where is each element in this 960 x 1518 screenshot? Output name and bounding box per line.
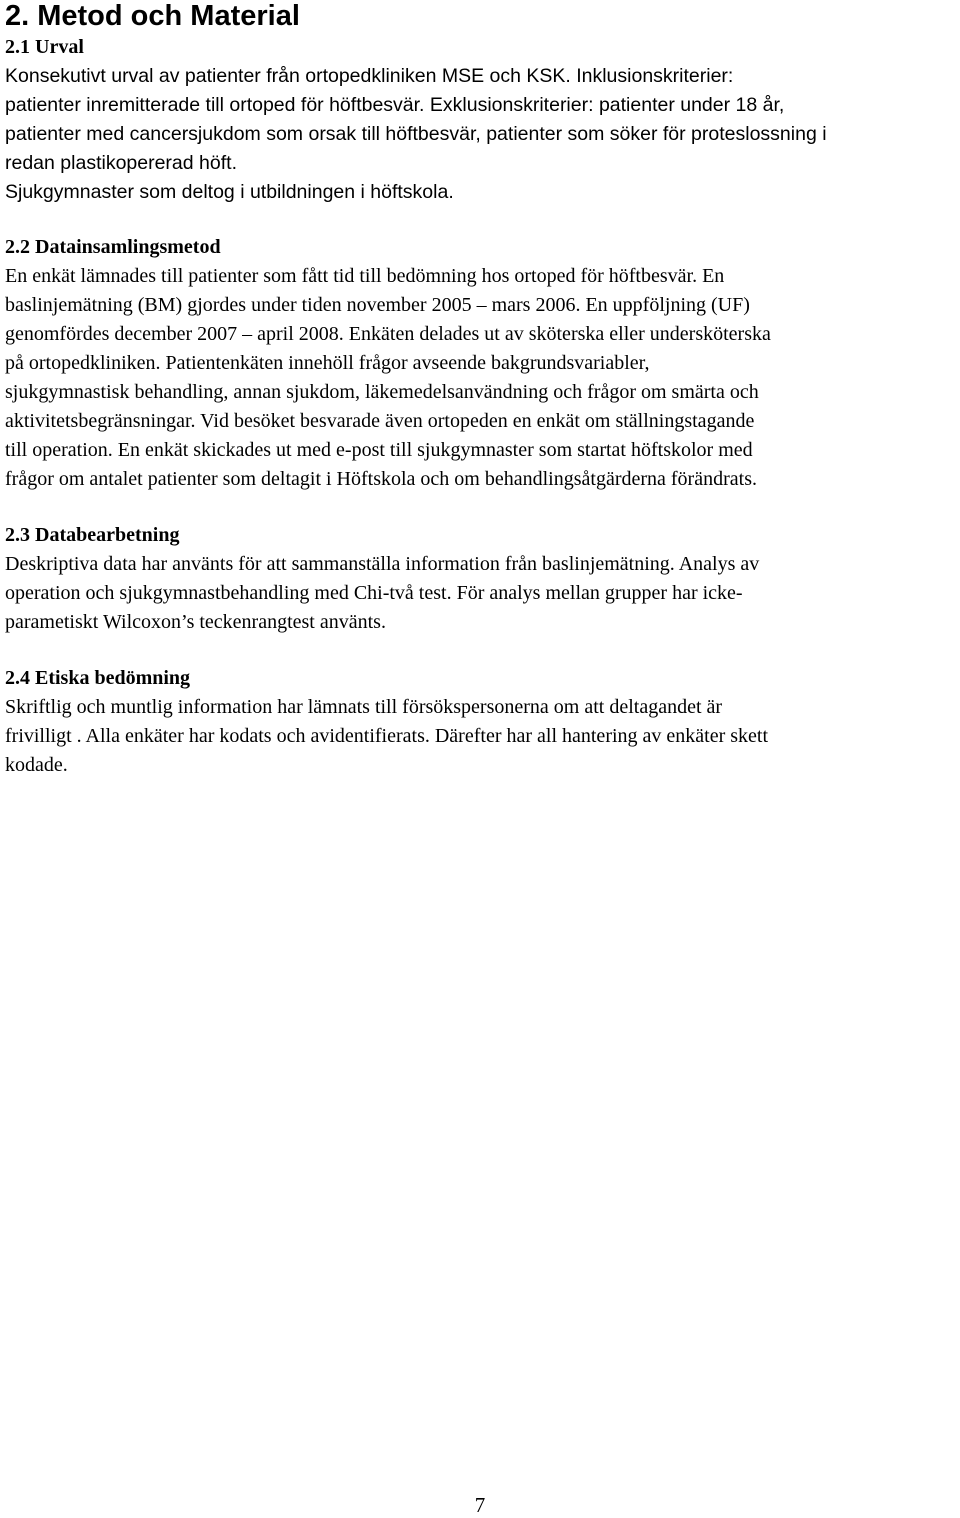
section-body xyxy=(5,693,768,780)
text-line: frågor om antalet patienter som deltagit i Höftskola och om behandlingsåtgärderna förändrats. xyxy=(5,468,757,490)
section-body xyxy=(5,550,759,637)
text-line: redan plastikopererad höft. xyxy=(5,152,237,174)
text-line: patienter inremitterade till ortoped för höftbesvär. Exklusionskriterier: patienter under 18 år, xyxy=(5,94,785,116)
section-heading: 2.4 Etiska bedömning xyxy=(5,667,191,689)
text-line: frivilligt . Alla enkäter har kodats och avidentifierats. Därefter har all hantering av enkäter skett xyxy=(5,725,769,747)
section-etiska-bedomning xyxy=(5,664,768,780)
text-line: baslinjemätning (BM) gjordes under tiden november 2005 – mars 2006. En uppföljning (UF) xyxy=(5,294,750,316)
section-urval xyxy=(5,33,827,207)
text-line: till operation. En enkät skickades ut med e-post till sjukgymnaster som startat höftskolor med xyxy=(5,439,753,461)
section-heading: 2.2 Datainsamlingsmetod xyxy=(5,236,221,258)
text-line: kodade. xyxy=(5,754,68,776)
section-heading: 2.3 Databearbetning xyxy=(5,524,180,546)
section-body xyxy=(5,262,771,494)
text-line: Konsekutivt urval av patienter från ortopedkliniken MSE och KSK. Inklusionskriterier: xyxy=(5,65,734,87)
text-line: patienter med cancersjukdom som orsak till höftbesvär, patienter som söker för proteslossning i xyxy=(5,123,827,145)
section-datainsamlingsmetod xyxy=(5,233,771,494)
text-line: Skriftlig och muntlig information har lämnats till försökspersonerna om att deltagandet är xyxy=(5,696,723,718)
section-body xyxy=(5,62,827,207)
text-line: på ortopedkliniken. Patientenkäten innehöll frågor avseende bakgrundsvariabler, xyxy=(5,352,650,374)
text-line: genomfördes december 2007 – april 2008. Enkäten delades ut av sköterska eller undersköterska xyxy=(5,323,771,345)
text-line: Sjukgymnaster som deltog i utbildningen i höftskola. xyxy=(5,181,454,203)
page-number: 7 xyxy=(474,1493,486,1517)
chapter-title: 2. Metod och Material xyxy=(5,0,300,32)
text-line: parametiskt Wilcoxon’s teckenrangtest använts. xyxy=(5,611,386,633)
text-line: En enkät lämnades till patienter som fått tid till bedömning hos ortoped för höftbesvär. En xyxy=(5,265,725,287)
text-line: Deskriptiva data har använts för att sammanställa information från baslinjemätning. Analys av xyxy=(5,553,760,575)
section-databearbetning xyxy=(5,521,759,637)
text-line: aktivitetsbegränsningar. Vid besöket besvarade även ortopeden en enkät om ställningstagande xyxy=(5,410,755,432)
text-line: operation och sjukgymnastbehandling med Chi-två test. För analys mellan grupper har icke- xyxy=(5,582,743,604)
document-page xyxy=(5,0,955,776)
section-heading: 2.1 Urval xyxy=(5,36,84,58)
text-line: sjukgymnastisk behandling, annan sjukdom, läkemedelsanvändning och frågor om smärta och xyxy=(5,381,759,403)
